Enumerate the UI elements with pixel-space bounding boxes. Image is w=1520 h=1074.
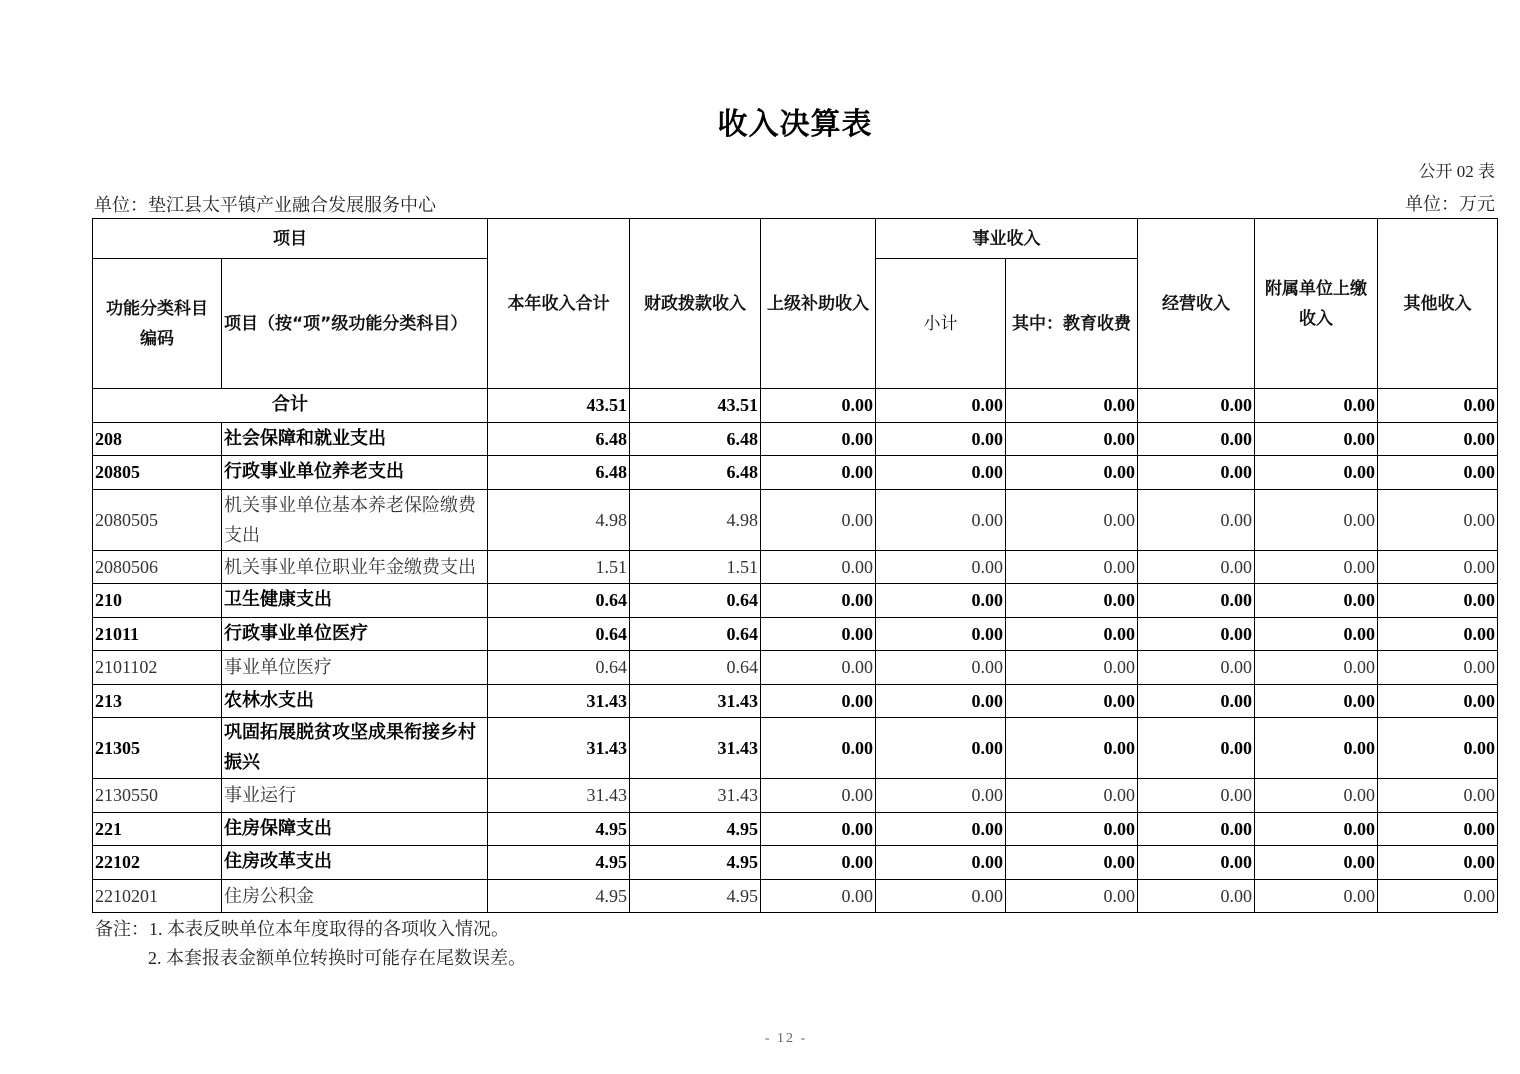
row-affiliated-value: 0.00 (1255, 779, 1378, 813)
row-name: 机关事业单位职业年金缴费支出 (222, 550, 488, 584)
row-business-subtotal-value: 0.00 (876, 456, 1006, 490)
header-business-subtotal: 小计 (876, 259, 1006, 389)
table-row (93, 584, 1498, 618)
row-fiscal-value: 0.64 (630, 584, 761, 618)
header-code (93, 259, 222, 389)
row-superior-value: 0.00 (761, 489, 876, 550)
row-operating-value: 0.00 (1138, 879, 1255, 913)
header-project: 项目 (93, 219, 488, 259)
row-business-edu-value: 0.00 (1006, 718, 1138, 779)
row-superior-value: 0.00 (761, 718, 876, 779)
row-total-value: 31.43 (488, 684, 630, 718)
row-business-edu-value: 0.00 (1006, 456, 1138, 490)
row-operating-value: 0.00 (1138, 584, 1255, 618)
total-total-value: 43.51 (488, 389, 630, 423)
header-total: 本年收入合计 (488, 219, 630, 389)
table-row (93, 718, 1498, 779)
row-business-edu-value: 0.00 (1006, 584, 1138, 618)
row-operating-value: 0.00 (1138, 550, 1255, 584)
table-row (93, 489, 1498, 550)
header-affiliated-label: 附属单位上缴收入 (1264, 278, 1367, 329)
row-business-edu-value: 0.00 (1006, 651, 1138, 685)
table-row (93, 617, 1498, 651)
row-affiliated-value: 0.00 (1255, 812, 1378, 846)
row-name: 住房公积金 (222, 879, 488, 913)
row-operating-value: 0.00 (1138, 846, 1255, 880)
total-other-value: 0.00 (1378, 389, 1498, 423)
total-business-edu-value: 0.00 (1006, 389, 1138, 423)
row-other-value: 0.00 (1378, 617, 1498, 651)
row-business-subtotal-value: 0.00 (876, 651, 1006, 685)
row-business-subtotal-value: 0.00 (876, 779, 1006, 813)
row-operating-value: 0.00 (1138, 779, 1255, 813)
row-business-subtotal-value: 0.00 (876, 846, 1006, 880)
row-other-value: 0.00 (1378, 651, 1498, 685)
table-row (93, 812, 1498, 846)
table-row (93, 422, 1498, 456)
row-other-value: 0.00 (1378, 846, 1498, 880)
row-business-subtotal-value: 0.00 (876, 879, 1006, 913)
row-fiscal-value: 6.48 (630, 456, 761, 490)
note-2: 2. 本套报表金额单位转换时可能存在尾数误差。 (148, 948, 526, 968)
table-row (93, 550, 1498, 584)
row-business-subtotal-value: 0.00 (876, 617, 1006, 651)
row-business-subtotal-value: 0.00 (876, 489, 1006, 550)
table-row (93, 651, 1498, 685)
row-superior-value: 0.00 (761, 617, 876, 651)
header-affiliated (1255, 219, 1378, 389)
row-code: 21305 (93, 718, 222, 779)
header-fiscal: 财政拨款收入 (630, 219, 761, 389)
row-affiliated-value: 0.00 (1255, 456, 1378, 490)
row-name: 农林水支出 (222, 684, 488, 718)
row-other-value: 0.00 (1378, 879, 1498, 913)
row-superior-value: 0.00 (761, 846, 876, 880)
row-superior-value: 0.00 (761, 550, 876, 584)
row-total-value: 4.98 (488, 489, 630, 550)
row-other-value: 0.00 (1378, 779, 1498, 813)
row-affiliated-value: 0.00 (1255, 422, 1378, 456)
row-other-value: 0.00 (1378, 456, 1498, 490)
total-row (93, 389, 1498, 423)
note-1: 备注：1. 本表反映单位本年度取得的各项收入情况。 (95, 919, 509, 939)
row-fiscal-value: 0.64 (630, 651, 761, 685)
row-business-edu-value: 0.00 (1006, 684, 1138, 718)
row-name: 住房改革支出 (222, 846, 488, 880)
row-affiliated-value: 0.00 (1255, 879, 1378, 913)
row-other-value: 0.00 (1378, 584, 1498, 618)
row-affiliated-value: 0.00 (1255, 489, 1378, 550)
row-fiscal-value: 0.64 (630, 617, 761, 651)
row-operating-value: 0.00 (1138, 456, 1255, 490)
row-business-edu-value: 0.00 (1006, 879, 1138, 913)
header-code-label: 功能分类科目编码 (105, 298, 208, 349)
row-business-edu-value: 0.00 (1006, 489, 1138, 550)
row-business-subtotal-value: 0.00 (876, 812, 1006, 846)
row-total-value: 31.43 (488, 779, 630, 813)
row-code: 2080506 (93, 550, 222, 584)
row-business-subtotal-value: 0.00 (876, 684, 1006, 718)
total-business-subtotal-value: 0.00 (876, 389, 1006, 423)
row-business-subtotal-value: 0.00 (876, 550, 1006, 584)
table-row (93, 846, 1498, 880)
row-name: 社会保障和就业支出 (222, 422, 488, 456)
row-other-value: 0.00 (1378, 812, 1498, 846)
page-title: 收入决算表 (717, 107, 873, 142)
row-operating-value: 0.00 (1138, 489, 1255, 550)
row-total-value: 4.95 (488, 879, 630, 913)
row-name: 事业运行 (222, 779, 488, 813)
row-operating-value: 0.00 (1138, 812, 1255, 846)
row-code: 2101102 (93, 651, 222, 685)
row-operating-value: 0.00 (1138, 684, 1255, 718)
row-operating-value: 0.00 (1138, 422, 1255, 456)
row-fiscal-value: 1.51 (630, 550, 761, 584)
row-other-value: 0.00 (1378, 550, 1498, 584)
row-operating-value: 0.00 (1138, 718, 1255, 779)
row-code: 20805 (93, 456, 222, 490)
row-business-edu-value: 0.00 (1006, 812, 1138, 846)
total-superior-value: 0.00 (761, 389, 876, 423)
row-code: 2080505 (93, 489, 222, 550)
row-code: 208 (93, 422, 222, 456)
row-total-value: 6.48 (488, 456, 630, 490)
row-code: 22102 (93, 846, 222, 880)
row-total-value: 31.43 (488, 718, 630, 779)
table-row (93, 456, 1498, 490)
row-affiliated-value: 0.00 (1255, 718, 1378, 779)
row-name: 巩固拓展脱贫攻坚成果衔接乡村振兴 (222, 718, 488, 779)
header-business-edu: 其中：教育收费 (1006, 259, 1138, 389)
row-affiliated-value: 0.00 (1255, 584, 1378, 618)
row-fiscal-value: 31.43 (630, 684, 761, 718)
row-superior-value: 0.00 (761, 422, 876, 456)
row-fiscal-value: 4.95 (630, 846, 761, 880)
row-code: 2130550 (93, 779, 222, 813)
row-affiliated-value: 0.00 (1255, 617, 1378, 651)
total-operating-value: 0.00 (1138, 389, 1255, 423)
row-fiscal-value: 4.98 (630, 489, 761, 550)
row-other-value: 0.00 (1378, 718, 1498, 779)
row-superior-value: 0.00 (761, 584, 876, 618)
row-total-value: 6.48 (488, 422, 630, 456)
row-code: 210 (93, 584, 222, 618)
row-affiliated-value: 0.00 (1255, 846, 1378, 880)
row-superior-value: 0.00 (761, 879, 876, 913)
row-operating-value: 0.00 (1138, 651, 1255, 685)
total-affiliated-value: 0.00 (1255, 389, 1378, 423)
income-statement-table (92, 218, 1498, 913)
header-operating: 经营收入 (1138, 219, 1255, 389)
row-operating-value: 0.00 (1138, 617, 1255, 651)
row-code: 21011 (93, 617, 222, 651)
table-row (93, 879, 1498, 913)
table-row (93, 779, 1498, 813)
row-superior-value: 0.00 (761, 684, 876, 718)
page-number: - 12 - (764, 1031, 808, 1046)
row-business-edu-value: 0.00 (1006, 779, 1138, 813)
row-business-subtotal-value: 0.00 (876, 422, 1006, 456)
header-name: 项目（按“项”级功能分类科目） (222, 259, 488, 389)
row-name: 事业单位医疗 (222, 651, 488, 685)
total-fiscal-value: 43.51 (630, 389, 761, 423)
row-name: 卫生健康支出 (222, 584, 488, 618)
row-fiscal-value: 6.48 (630, 422, 761, 456)
header-superior: 上级补助收入 (761, 219, 876, 389)
row-code: 2210201 (93, 879, 222, 913)
row-other-value: 0.00 (1378, 489, 1498, 550)
row-business-edu-value: 0.00 (1006, 422, 1138, 456)
row-name: 机关事业单位基本养老保险缴费支出 (222, 489, 488, 550)
row-fiscal-value: 4.95 (630, 812, 761, 846)
header-other: 其他收入 (1378, 219, 1498, 389)
row-total-value: 1.51 (488, 550, 630, 584)
table-row (93, 684, 1498, 718)
row-fiscal-value: 31.43 (630, 779, 761, 813)
row-other-value: 0.00 (1378, 684, 1498, 718)
unit-organization: 单位：垫江县太平镇产业融合发展服务中心 (94, 195, 436, 215)
row-name: 住房保障支出 (222, 812, 488, 846)
row-name: 行政事业单位养老支出 (222, 456, 488, 490)
row-name: 行政事业单位医疗 (222, 617, 488, 651)
row-total-value: 4.95 (488, 846, 630, 880)
row-business-subtotal-value: 0.00 (876, 718, 1006, 779)
row-superior-value: 0.00 (761, 456, 876, 490)
row-superior-value: 0.00 (761, 812, 876, 846)
row-business-edu-value: 0.00 (1006, 550, 1138, 584)
unit-currency: 单位：万元 (1405, 194, 1495, 214)
row-other-value: 0.00 (1378, 422, 1498, 456)
row-business-subtotal-value: 0.00 (876, 584, 1006, 618)
row-affiliated-value: 0.00 (1255, 684, 1378, 718)
row-total-value: 0.64 (488, 651, 630, 685)
row-business-edu-value: 0.00 (1006, 846, 1138, 880)
total-label: 合计 (93, 389, 488, 423)
row-business-edu-value: 0.00 (1006, 617, 1138, 651)
row-superior-value: 0.00 (761, 779, 876, 813)
row-fiscal-value: 31.43 (630, 718, 761, 779)
row-fiscal-value: 4.95 (630, 879, 761, 913)
row-affiliated-value: 0.00 (1255, 550, 1378, 584)
row-total-value: 4.95 (488, 812, 630, 846)
header-business: 事业收入 (876, 219, 1138, 259)
row-code: 213 (93, 684, 222, 718)
row-superior-value: 0.00 (761, 651, 876, 685)
row-total-value: 0.64 (488, 617, 630, 651)
form-id: 公开 02 表 (1418, 162, 1495, 181)
row-affiliated-value: 0.00 (1255, 651, 1378, 685)
row-total-value: 0.64 (488, 584, 630, 618)
header-row-1 (93, 219, 1498, 259)
row-code: 221 (93, 812, 222, 846)
